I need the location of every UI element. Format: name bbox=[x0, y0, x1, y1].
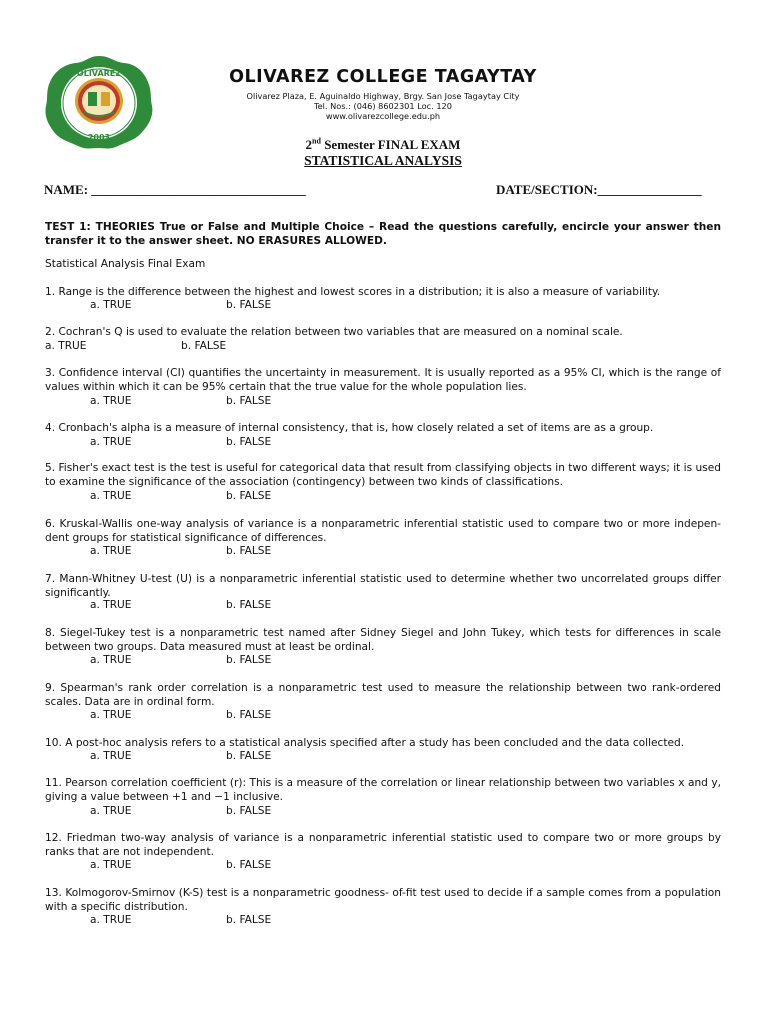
question-11: 11. Pearson correlation coefficient (r): This is a measure of the correlation or linear relationship between two variables x and y, giving a value between +1 and −1 inclusive. bbox=[45, 777, 721, 803]
choice-true[interactable]: a. TRUE bbox=[90, 436, 132, 448]
college-address: Olivarez Plaza, E. Aguinaldo Highway, Brgy. San Jose Tagaytay City bbox=[246, 91, 520, 101]
name-field[interactable]: NAME: _________________________________ bbox=[44, 182, 306, 197]
choice-false[interactable]: b. FALSE bbox=[226, 805, 272, 817]
choice-false[interactable]: b. FALSE bbox=[181, 340, 227, 352]
exam-semester-title bbox=[200, 137, 566, 153]
question-2: 2. Cochran's Q is used to evaluate the relation between two variables that are measured on a nominal scale. bbox=[45, 326, 623, 338]
choice-false[interactable]: b. FALSE bbox=[226, 709, 272, 721]
choice-true[interactable]: a. TRUE bbox=[90, 654, 132, 666]
test-instructions: TEST 1: THEORIES True or False and Multiple Choice – Read the questions carefully, encircle your answer then transfer it to the answer sheet. NO ERASURES ALLOWED. bbox=[45, 221, 721, 247]
question-4: 4. Cronbach's alpha is a measure of internal consistency, that is, how closely related a set of items are as a group. bbox=[45, 422, 654, 434]
question-10: 10. A post-hoc analysis refers to a statistical analysis specified after a study has been concluded and the data collected. bbox=[45, 737, 685, 749]
choice-true[interactable]: a. TRUE bbox=[90, 750, 132, 762]
choice-true[interactable]: a. TRUE bbox=[90, 299, 132, 311]
choice-true[interactable]: a. TRUE bbox=[90, 914, 132, 926]
choice-false[interactable]: b. FALSE bbox=[226, 436, 272, 448]
choice-false[interactable]: b. FALSE bbox=[226, 914, 272, 926]
exam-subject: STATISTICAL ANALYSIS bbox=[304, 153, 462, 168]
choice-true[interactable]: a. TRUE bbox=[90, 490, 132, 502]
choice-true[interactable]: a. TRUE bbox=[45, 340, 87, 352]
college-website: www.olivarezcollege.edu.ph bbox=[325, 111, 441, 121]
choice-false[interactable]: b. FALSE bbox=[226, 490, 272, 502]
date-section-field[interactable]: DATE/SECTION:________________ bbox=[496, 182, 702, 197]
logo-year: 2003 bbox=[87, 133, 111, 142]
college-name: OLIVAREZ COLLEGE TAGAYTAY bbox=[229, 67, 537, 87]
choice-false[interactable]: b. FALSE bbox=[226, 599, 272, 611]
choice-true[interactable]: a. TRUE bbox=[90, 709, 132, 721]
semester-suffix: nd bbox=[312, 136, 321, 146]
question-6: 6. Kruskal-Wallis one-way analysis of variance is a nonparametric inferential statistic used to compare two or more indepen- dent groups for statistical significance of differences. bbox=[45, 518, 721, 544]
choice-true[interactable]: a. TRUE bbox=[90, 599, 132, 611]
choice-false[interactable]: b. FALSE bbox=[226, 299, 272, 311]
choice-false[interactable]: b. FALSE bbox=[226, 654, 272, 666]
choice-false[interactable]: b. FALSE bbox=[226, 859, 272, 871]
semester-number: 2 bbox=[305, 137, 313, 152]
choice-false[interactable]: b. FALSE bbox=[226, 545, 272, 557]
choice-false[interactable]: b. FALSE bbox=[226, 395, 272, 407]
question-8: 8. Siegel-Tukey test is a nonparametric test named after Sidney Siegel and John Tukey, which tests for differences in scale between two groups. Data measured must at least be ordinal. bbox=[45, 627, 721, 653]
question-5: 5. Fisher's exact test is the test is useful for categorical data that result from classifying objects in two different ways; it is used to examine the significance of the association (contingency) between two kinds of classifications. bbox=[45, 462, 721, 488]
choice-true[interactable]: a. TRUE bbox=[90, 545, 132, 557]
question-1: 1. Range is the difference between the highest and lowest scores in a distribution; it is also a measure of variability. bbox=[45, 286, 661, 298]
college-seal-logo bbox=[44, 54, 154, 150]
semester-text: Semester FINAL EXAM bbox=[320, 137, 461, 152]
choice-false[interactable]: b. FALSE bbox=[226, 750, 272, 762]
section-title: Statistical Analysis Final Exam bbox=[45, 258, 206, 270]
question-3: 3. Confidence interval (CI) quantifies the uncertainty in measurement. It is usually reported as a 95% CI, which is the range of values within which it can be 95% certain that the true value for the whole population lies. bbox=[45, 367, 721, 393]
choice-true[interactable]: a. TRUE bbox=[90, 805, 132, 817]
college-telephone: Tel. Nos.: (046) 8602301 Loc. 120 bbox=[314, 101, 452, 111]
svg-text:OLIVAREZ: OLIVAREZ bbox=[76, 69, 122, 78]
question-7: 7. Mann-Whitney U-test (U) is a nonparametric inferential statistic used to determine whether two uncorrelated groups differ significantly. bbox=[45, 573, 721, 599]
question-12: 12. Friedman two-way analysis of variance is a nonparametric inferential statistic used to compare two or more groups by ranks that are not independent. bbox=[45, 832, 721, 858]
question-13: 13. Kolmogorov-Smirnov (K-S) test is a nonparametric goodness- of-fit test used to decide if a sample comes from a population with a specific distribution. bbox=[45, 887, 721, 913]
name-date-row bbox=[44, 182, 724, 200]
choice-true[interactable]: a. TRUE bbox=[90, 395, 132, 407]
choice-true[interactable]: a. TRUE bbox=[90, 859, 132, 871]
question-9: 9. Spearman's rank order correlation is a nonparametric test used to measure the relationship between two rank-ordered scales. Data are in ordinal form. bbox=[45, 682, 721, 708]
